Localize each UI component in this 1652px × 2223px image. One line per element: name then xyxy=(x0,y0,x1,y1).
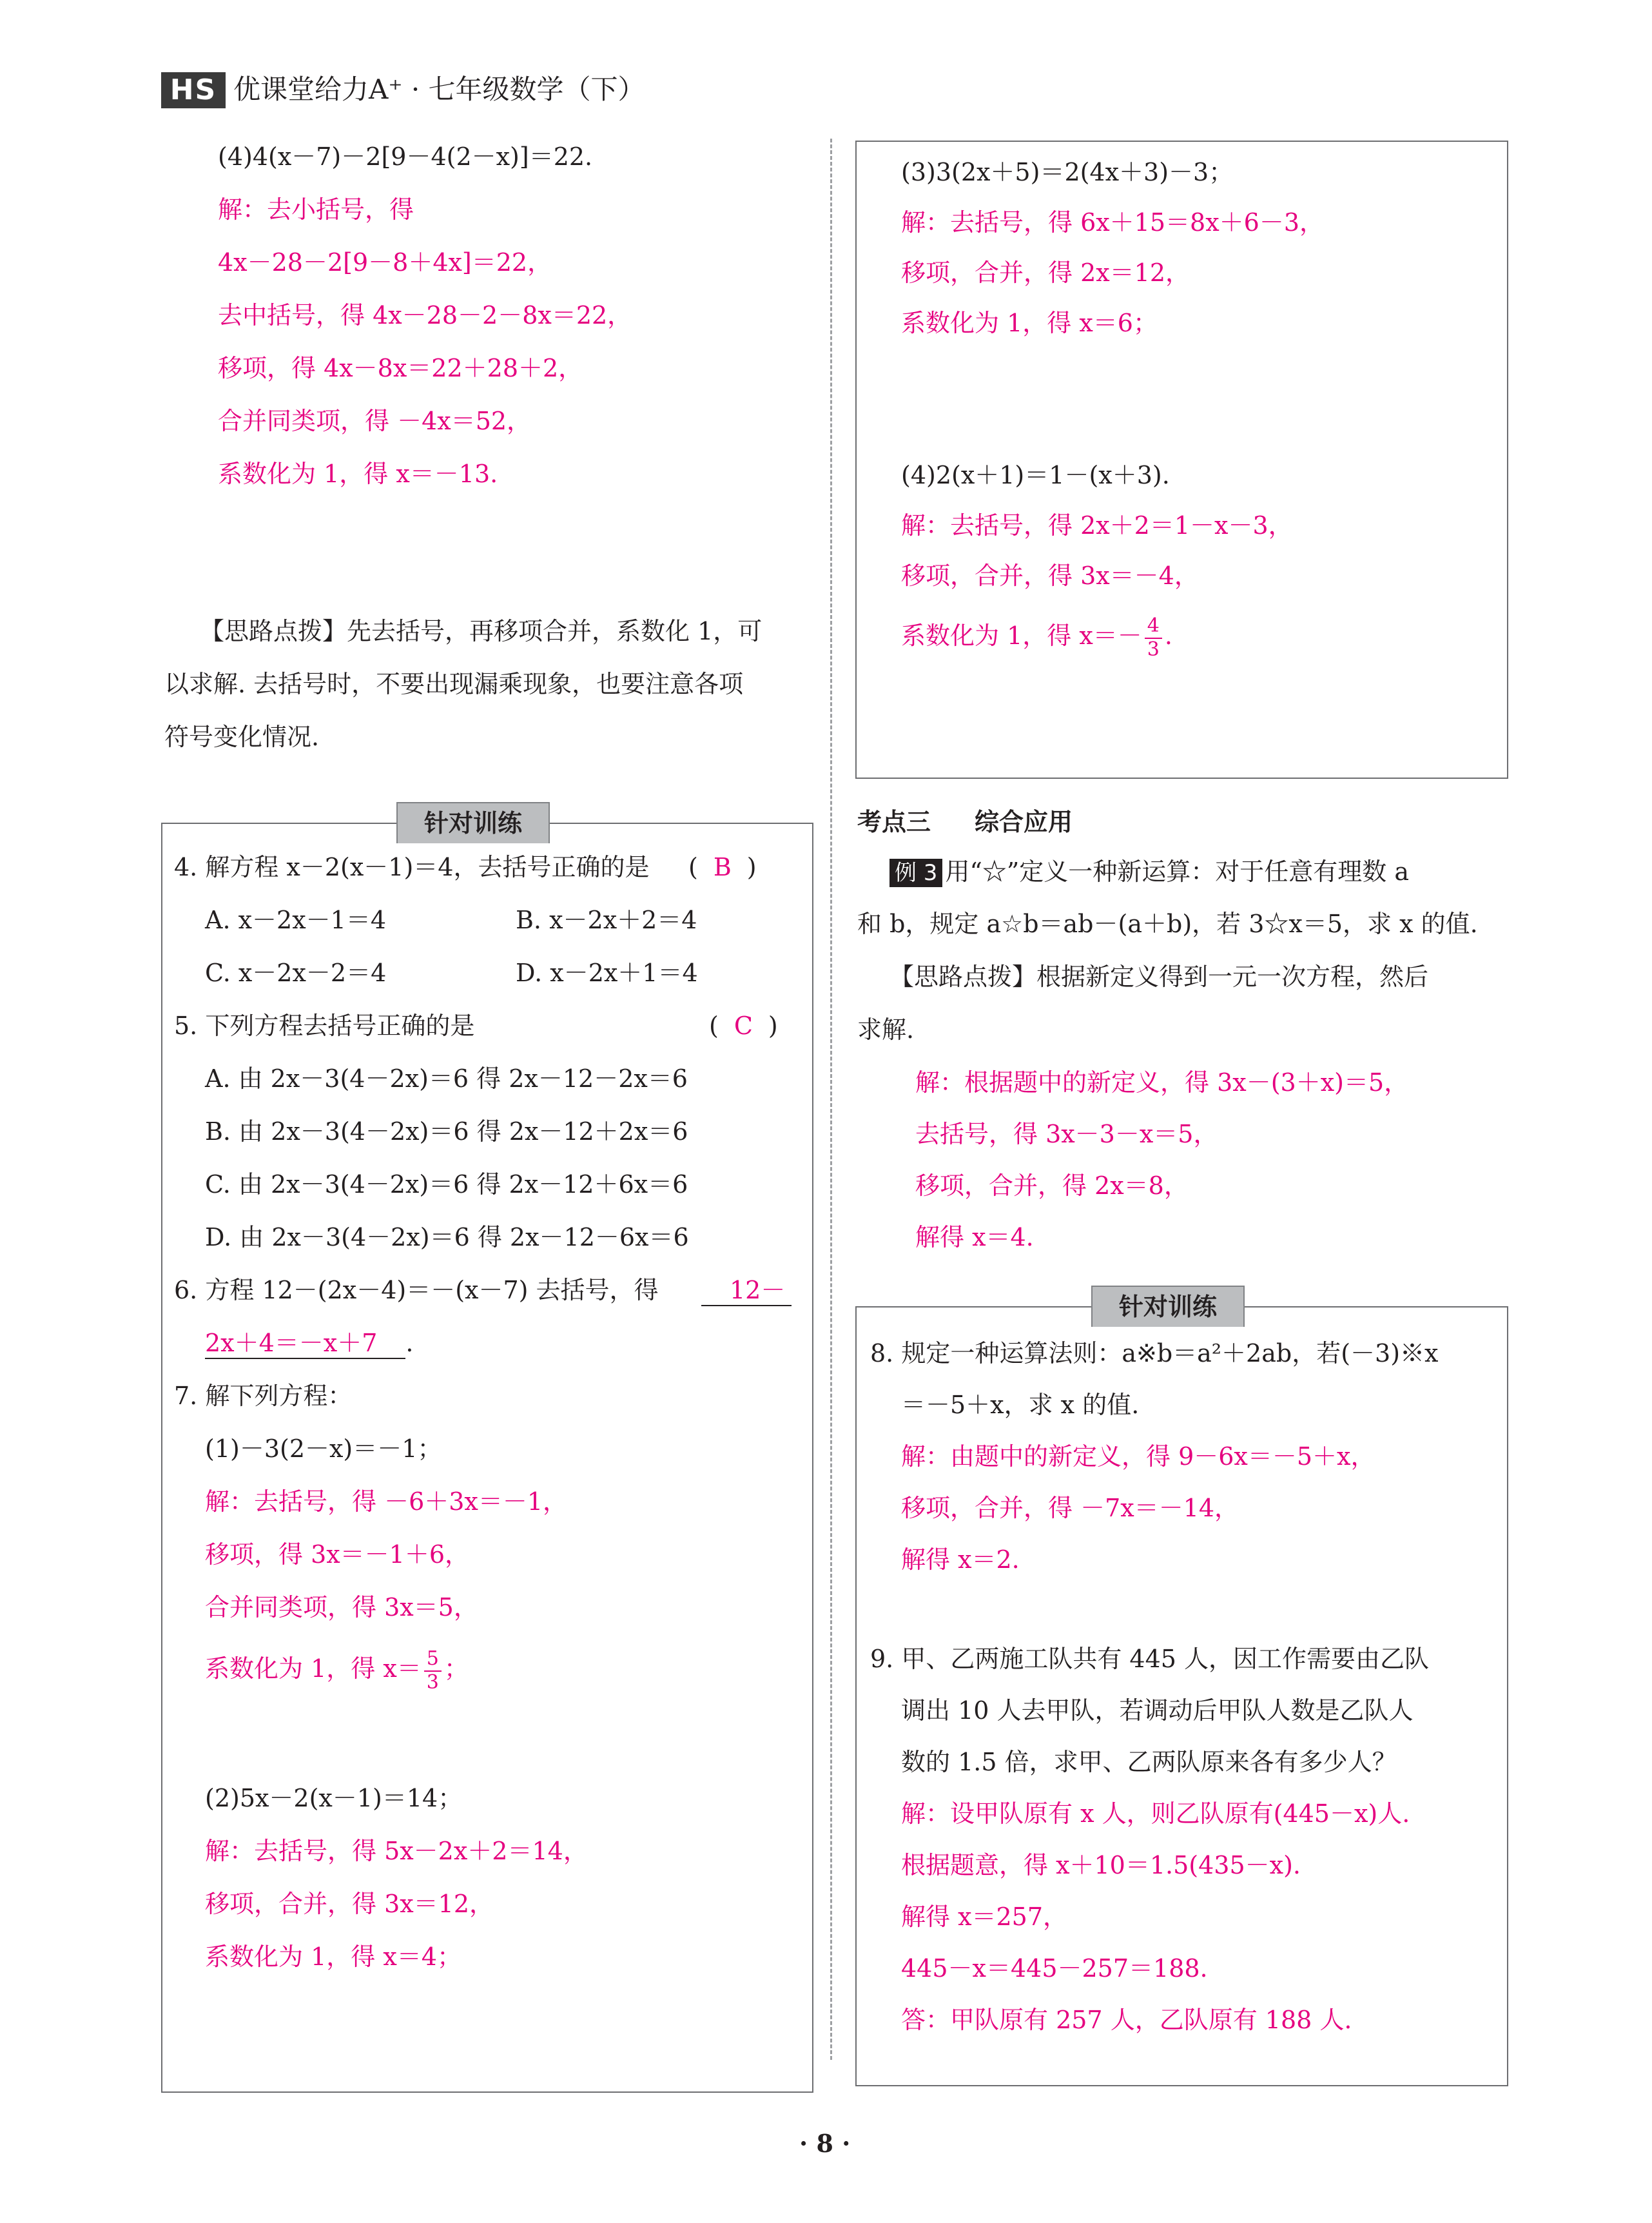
publisher-logo: HS xyxy=(161,72,226,108)
q4-option-b: B. x－2x＋2＝4 xyxy=(516,906,697,934)
solution-line: 系数化为 1，得 x＝－13. xyxy=(218,460,498,488)
solution-text: ； xyxy=(443,1654,469,1683)
q8-stem-line1: 8. 规定一种运算法则：a※b＝a²＋2ab，若(－3)※x xyxy=(870,1339,1439,1367)
solution-line-fraction xyxy=(901,615,1172,661)
solution-line: 合并同类项，得 3x＝5， xyxy=(205,1593,478,1621)
q4-option-d: D. x－2x＋1＝4 xyxy=(516,959,698,987)
solution-line: 系数化为 1，得 x＝6； xyxy=(901,309,1158,337)
solution-line: 解：去括号，得 －6＋3x＝－1， xyxy=(205,1487,568,1516)
solution-line: 合并同类项，得 －4x＝52， xyxy=(218,407,532,435)
solution-line: 解得 x＝2. xyxy=(901,1545,1020,1574)
solution-text: 系数化为 1，得 x＝ xyxy=(205,1654,422,1683)
q6-end: . xyxy=(405,1329,414,1357)
q5-stem: 5. 下列方程去括号正确的是 xyxy=(174,1012,475,1040)
page-number: · 8 · xyxy=(799,2129,851,2158)
solution-text: . xyxy=(1164,622,1172,650)
hint-line: 【思路点拨】根据新定义得到一元一次方程，然后 xyxy=(889,963,1429,991)
q7-2-prompt: (2)5x－2(x－1)＝14； xyxy=(205,1784,463,1812)
fraction-denominator: 3 xyxy=(426,1670,439,1694)
q6-answer-part1: 12－ xyxy=(701,1278,792,1306)
solution-line: 解：去括号，得 5x－2x＋2＝14， xyxy=(205,1837,588,1865)
solution-line: 解：设甲队原有 x 人，则乙队原有(445－x)人. xyxy=(901,1799,1410,1828)
q5-answer: C xyxy=(734,1012,753,1040)
training-tab: 针对训练 xyxy=(1091,1286,1245,1327)
hint-line: 以求解. 去括号时，不要出现漏乘现象，也要注意各项 xyxy=(164,670,744,698)
q4-answer-bracket: ( B ) xyxy=(688,853,757,881)
q4-option-c: C. x－2x－2＝4 xyxy=(205,959,387,987)
solution-line: 解：去括号，得 2x＋2＝1－x－3， xyxy=(901,511,1293,540)
q7-4-prompt: (4)2(x＋1)＝1－(x＋3). xyxy=(901,461,1170,489)
solution-line: 解：去括号，得 6x＋15＝8x＋6－3， xyxy=(901,208,1325,237)
solution-line: 移项，合并，得 3x＝－4， xyxy=(901,562,1199,590)
section-title: 综合应用 xyxy=(975,808,1073,836)
example-3-line2: 和 b，规定 a☆b＝ab－(a＋b)，若 3☆x＝5，求 x 的值. xyxy=(857,910,1478,938)
solution-line: 答：甲队原有 257 人，乙队原有 188 人. xyxy=(901,2006,1352,2034)
fraction xyxy=(1145,615,1162,661)
q9-stem-line: 调出 10 人去甲队，若调动后甲队人数是乙队人 xyxy=(901,1696,1414,1725)
q5-answer-bracket: ( C ) xyxy=(709,1012,778,1040)
hint-line: 【思路点拨】先去括号，再移项合并，系数化 1，可 xyxy=(200,617,763,645)
solution-line-fraction xyxy=(205,1648,469,1694)
hint-line: 符号变化情况. xyxy=(164,723,320,751)
solution-line: 解：由题中的新定义，得 9－6x＝－5＋x， xyxy=(901,1442,1375,1471)
q8-stem-line2: ＝－5＋x，求 x 的值. xyxy=(901,1391,1140,1419)
section-label: 考点三 xyxy=(857,808,931,836)
solution-line: 解得 x＝4. xyxy=(915,1223,1034,1251)
q4-stem: 4. 解方程 x－2(x－1)＝4，去括号正确的是 xyxy=(174,853,650,881)
q6-stem: 6. 方程 12－(2x－4)＝－(x－7) 去括号，得 xyxy=(174,1276,659,1304)
solution-line: 移项，合并，得 2x＝8， xyxy=(915,1171,1189,1200)
solution-line: 解得 x＝257， xyxy=(901,1903,1068,1931)
problem-4-4-prompt: (4)4(x－7)－2[9－4(2－x)]＝22. xyxy=(218,142,593,171)
solution-line: 移项，合并，得 2x＝12， xyxy=(901,259,1190,287)
q5-option-d: D. 由 2x－3(4－2x)＝6 得 2x－12－6x＝6 xyxy=(205,1223,689,1251)
q7-1-prompt: (1)－3(2－x)＝－1； xyxy=(205,1435,442,1463)
solution-line: 系数化为 1，得 x＝4； xyxy=(205,1943,462,1971)
example-text: 用“☆”定义一种新运算：对于任意有理数 a xyxy=(945,857,1410,886)
fraction xyxy=(424,1648,442,1694)
solution-line: 根据题意，得 x＋10＝1.5(435－x). xyxy=(901,1851,1301,1879)
fraction-numerator: 4 xyxy=(1145,615,1162,639)
q7-stem: 7. 解下列方程： xyxy=(174,1382,353,1410)
q5-option-c: C. 由 2x－3(4－2x)＝6 得 2x－12＋6x＝6 xyxy=(205,1170,688,1199)
hint-line: 求解. xyxy=(857,1015,915,1044)
q6-answer-line2 xyxy=(205,1331,414,1359)
solution-line: 4x－28－2[9－8＋4x]＝22， xyxy=(218,248,552,277)
fraction-numerator: 5 xyxy=(424,1648,442,1672)
q4-option-a: A. x－2x－1＝4 xyxy=(205,906,386,934)
solution-line: 去中括号，得 4x－28－2－8x＝22， xyxy=(218,301,632,329)
solution-text: 系数化为 1，得 x＝－ xyxy=(901,622,1142,650)
q5-option-a: A. 由 2x－3(4－2x)＝6 得 2x－12－2x＝6 xyxy=(205,1064,688,1093)
header-title: 优课堂给力A⁺ · 七年级数学（下） xyxy=(233,73,645,105)
example-badge: 例 3 xyxy=(889,859,942,887)
fraction-denominator: 3 xyxy=(1147,638,1160,661)
q9-stem-line: 9. 甲、乙两施工队共有 445 人，因工作需要由乙队 xyxy=(870,1645,1430,1673)
solution-line: 解：去小括号，得 xyxy=(218,195,414,224)
q4-answer: B xyxy=(713,853,732,881)
solution-line: 445－x＝445－257＝188. xyxy=(901,1954,1208,1983)
example-3-line1 xyxy=(889,859,1409,887)
solution-line: 移项，得 3x＝－1＋6， xyxy=(205,1540,470,1569)
column-divider xyxy=(830,139,832,2060)
solution-line: 移项，得 4x－8x＝22＋28＋2， xyxy=(218,354,583,382)
q9-stem-line: 数的 1.5 倍，求甲、乙两队原来各有多少人？ xyxy=(901,1748,1397,1776)
training-tab: 针对训练 xyxy=(396,802,550,843)
q5-option-b: B. 由 2x－3(4－2x)＝6 得 2x－12＋2x＝6 xyxy=(205,1117,688,1146)
solution-line: 去括号，得 3x－3－x＝5， xyxy=(915,1120,1218,1148)
q7-3-prompt: (3)3(2x＋5)＝2(4x＋3)－3； xyxy=(901,158,1234,186)
solution-line: 解：根据题中的新定义，得 3x－(3＋x)＝5， xyxy=(915,1068,1409,1097)
q6-answer-part2: 2x＋4＝－x＋7 xyxy=(205,1331,405,1359)
solution-line: 移项，合并，得 －7x＝－14， xyxy=(901,1494,1239,1522)
solution-line: 移项，合并，得 3x＝12， xyxy=(205,1890,494,1918)
